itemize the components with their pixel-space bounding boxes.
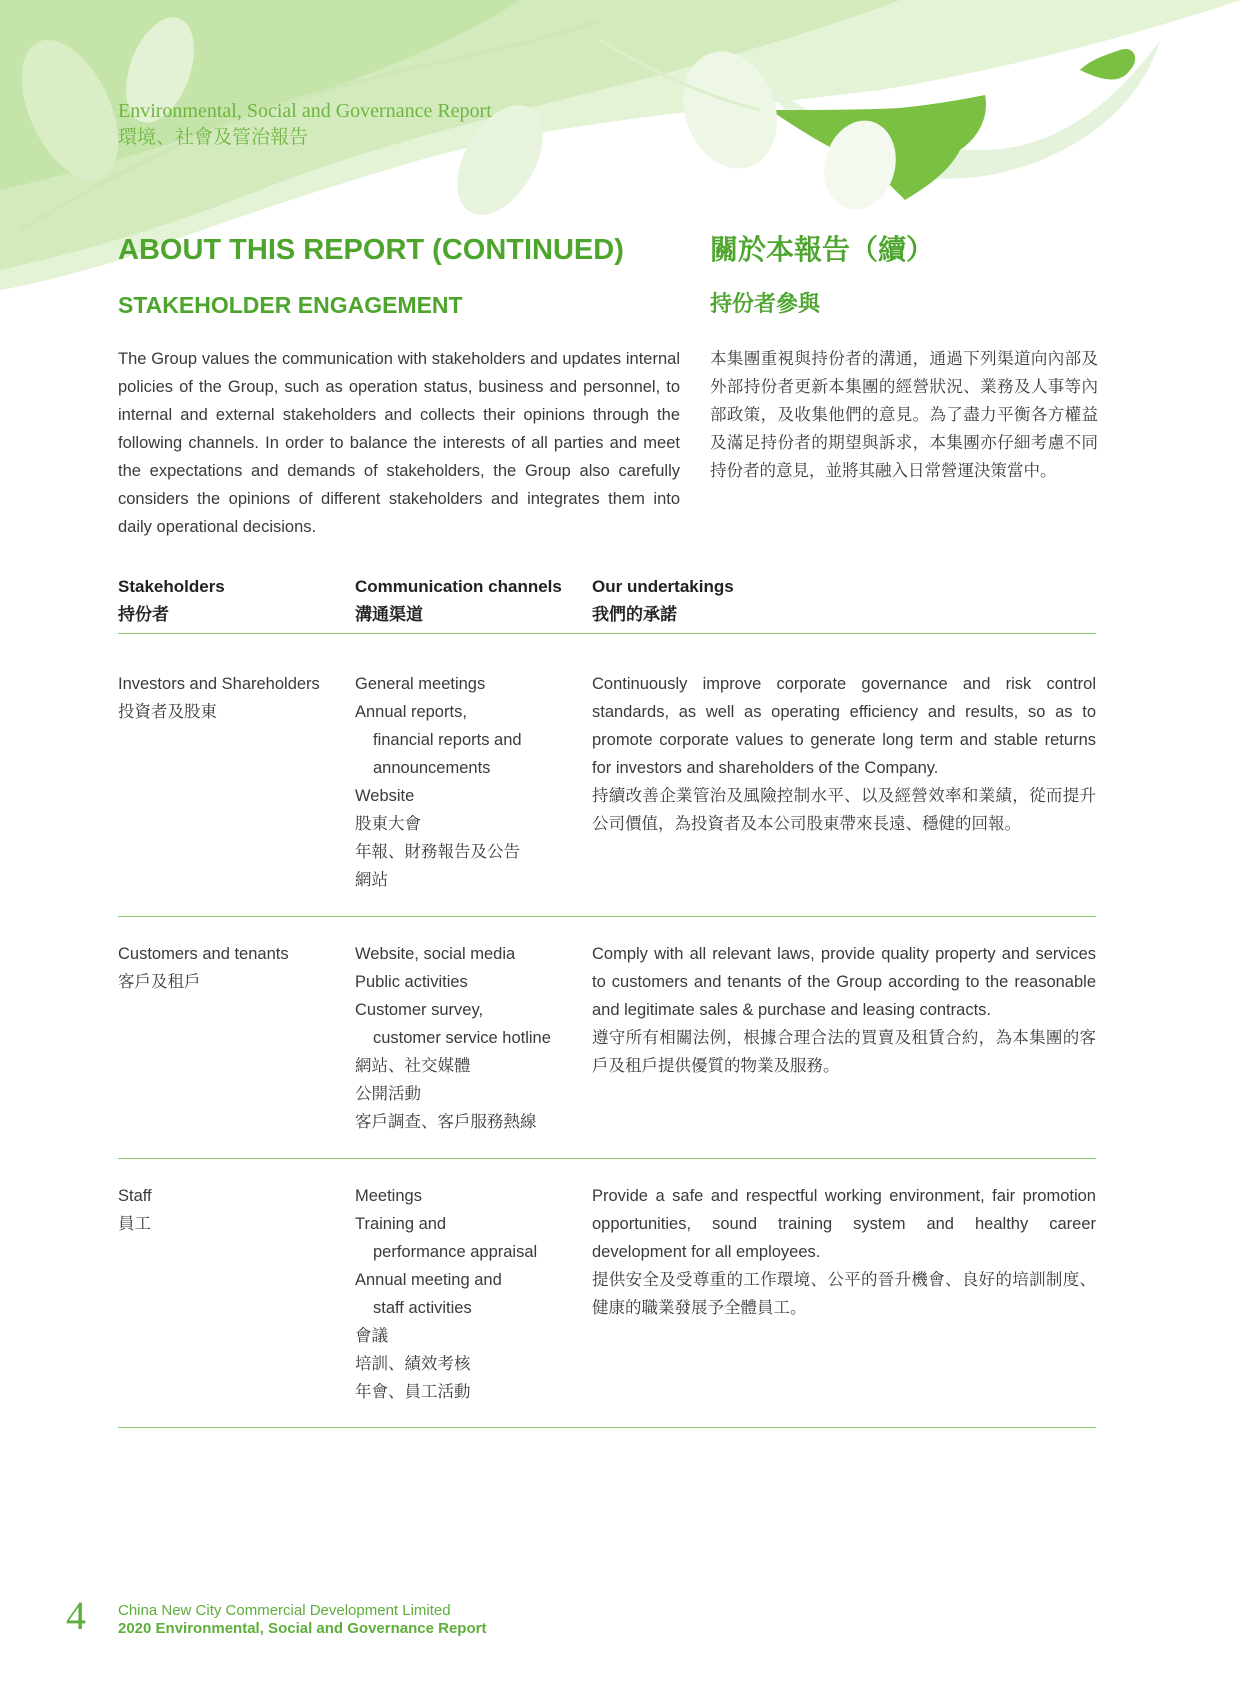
table-divider <box>118 633 1096 634</box>
undertaking-zh: 遵守所有相關法例，根據合理合法的買賣及租賃合約，為本集團的客戶及租戶提供優質的物業及服務。 <box>592 1028 1096 1075</box>
channel-item: customer service hotline <box>373 1029 551 1047</box>
intro-paragraph-en: The Group values the communication with stakeholders and updates internal policies of the Group, such as operation status, business and personnel, to internal and external stakeholders and collects their opinions through the following channels. In order to balance the interests of all parties and meet the expectations and demands of stakeholders, the Group also carefully considers the opinions of different stakeholders and integrates them into daily operational decisions. <box>118 350 680 536</box>
stakeholder-zh: 客戶及租戶 <box>118 972 201 991</box>
table-row-channels <box>355 1182 537 1406</box>
channel-item: General meetings <box>355 675 486 693</box>
table-row-stakeholder <box>118 940 289 996</box>
channel-item: Annual meeting and <box>355 1271 502 1289</box>
stakeholder-zh: 員工 <box>118 1214 151 1233</box>
table-row-undertaking <box>592 1182 1096 1322</box>
footer-report-title: 2020 Environmental, Social and Governance Report <box>118 1620 487 1637</box>
table-header-label-en: Stakeholders <box>118 577 225 596</box>
running-header-zh: 環境、社會及管治報告 <box>118 126 309 148</box>
channel-item: Training and <box>355 1215 447 1233</box>
channel-item: performance appraisal <box>373 1243 538 1261</box>
table-header-channels <box>355 573 562 629</box>
channel-item: 網站 <box>355 870 388 889</box>
table-divider <box>118 1158 1096 1159</box>
intro-paragraph-zh: 本集團重視與持份者的溝通，通過下列渠道向內部及外部持份者更新本集團的經營狀況、業務及人事等內部政策，及收集他們的意見。為了盡力平衡各方權益及滿足持份者的期望與訴求，本集團亦仔細考慮不同持份者的意見，並將其融入日常營運決策當中。 <box>710 349 1098 480</box>
section-title-en: ABOUT THIS REPORT (CONTINUED) <box>118 234 624 266</box>
footer-company: China New City Commercial Development Limited <box>118 1602 451 1619</box>
undertaking-zh: 持續改善企業管治及風險控制水平、以及經營效率和業績，從而提升公司價值，為投資者及本公司股東帶來長遠、穩健的回報。 <box>592 786 1096 833</box>
channel-item: Website, social media <box>355 945 516 963</box>
page-number: 4 <box>66 1593 86 1638</box>
subsection-title-zh: 持份者參與 <box>710 292 821 317</box>
table-header-label-zh: 我們的承諾 <box>592 605 677 625</box>
undertaking-en: Comply with all relevant laws, provide quality property and services to customers and tenants of the Group according to the reasonable and legitimate sales & purchase and leasing contracts. <box>592 945 1096 1019</box>
channel-item: Website <box>355 787 415 805</box>
stakeholder-zh: 投資者及股東 <box>118 702 217 721</box>
channel-item: staff activities <box>373 1299 472 1317</box>
channel-item: 公開活動 <box>355 1084 421 1103</box>
channel-item: 年會、員工活動 <box>355 1382 471 1401</box>
channel-item: Annual reports, <box>355 703 467 721</box>
stakeholder-en: Staff <box>118 1187 152 1205</box>
table-header-label-en: Our undertakings <box>592 577 734 596</box>
channel-item: Public activities <box>355 973 468 991</box>
channel-item: 股東大會 <box>355 814 421 833</box>
undertaking-zh: 提供安全及受尊重的工作環境、公平的晉升機會、良好的培訓制度、健康的職業發展予全體員工。 <box>592 1270 1096 1317</box>
table-divider <box>118 1427 1096 1428</box>
subsection-title-en: STAKEHOLDER ENGAGEMENT <box>118 292 463 318</box>
undertaking-en: Continuously improve corporate governance and risk control standards, as well as operating efficiency and results, so as to promote corporate values to generate long term and stable returns for investors and shareholders of the Company. <box>592 675 1096 777</box>
table-row-channels <box>355 670 522 894</box>
channel-item: 客戶調查、客戶服務熱線 <box>355 1112 537 1131</box>
running-header <box>118 98 492 150</box>
table-header-label-zh: 持份者 <box>118 605 169 625</box>
channel-item: announcements <box>373 759 491 777</box>
stakeholder-en: Investors and Shareholders <box>118 675 320 693</box>
table-header-stakeholders <box>118 573 225 629</box>
table-row-stakeholder <box>118 670 320 726</box>
table-header-undertakings <box>592 573 734 629</box>
channel-item: 網站、社交媒體 <box>355 1056 471 1075</box>
channel-item: 會議 <box>355 1326 388 1345</box>
channel-item: 培訓、績效考核 <box>355 1354 471 1373</box>
footer <box>118 1602 486 1638</box>
table-header-label-en: Communication channels <box>355 577 562 596</box>
section-title-zh: 關於本報告（續） <box>710 233 935 266</box>
table-row-undertaking <box>592 670 1096 838</box>
channel-item: financial reports and <box>373 731 522 749</box>
undertaking-en: Provide a safe and respectful working environment, fair promotion opportunities, sound training system and healthy career development for all employees. <box>592 1187 1096 1261</box>
table-divider <box>118 916 1096 917</box>
table-row-undertaking <box>592 940 1096 1080</box>
channel-item: 年報、財務報告及公告 <box>355 842 520 861</box>
stakeholder-en: Customers and tenants <box>118 945 289 963</box>
channel-item: Meetings <box>355 1187 422 1205</box>
channel-item: Customer survey, <box>355 1001 484 1019</box>
table-row-channels <box>355 940 551 1136</box>
running-header-en: Environmental, Social and Governance Report <box>118 100 492 122</box>
table-row-stakeholder <box>118 1182 152 1238</box>
table-header-label-zh: 溝通渠道 <box>355 605 423 625</box>
